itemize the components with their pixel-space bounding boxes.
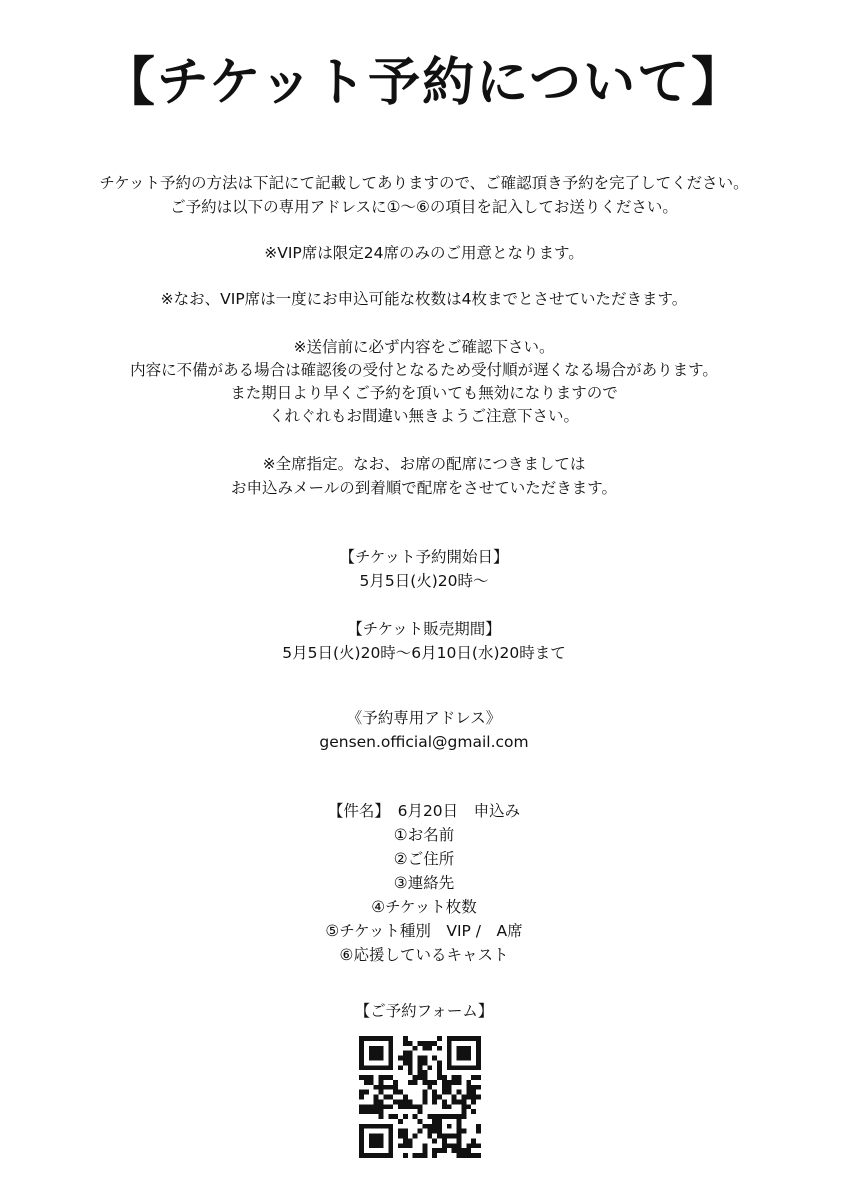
notice-seating-2: お申込みメールの到着順で配席をさせていただきます。 — [231, 479, 617, 497]
sales-period-value: 5月5日(火)20時〜6月10日(水)20時まて — [282, 644, 566, 662]
notice-vip-limit: ※VIP席は限定24席のみのご用意となります。 — [264, 244, 584, 262]
notice-confirm-3: また期日より早くご予約を頂いても無効になりますので — [230, 384, 618, 402]
qr-code[interactable] — [359, 1036, 481, 1158]
sales-period-heading: 【チケット販売期間】 — [347, 620, 501, 638]
item-address: ②ご住所 — [393, 850, 455, 868]
reservation-start-value: 5月5日(火)20時〜 — [359, 572, 489, 590]
form-heading: 【ご予約フォーム】 — [354, 1002, 494, 1020]
page-title: 【チケット予約について】 — [102, 52, 746, 113]
notice-vip-max: ※なお、VIP席は一度にお申込可能な枚数は4枚までとさせていただきます。 — [160, 290, 688, 308]
item-ticket-type: ⑤チケット種別 VIP / A席 — [325, 922, 523, 940]
notice-seating-1: ※全席指定。なお、お席の配席につきましては — [262, 455, 586, 473]
reservation-start-heading: 【チケット予約開始日】 — [339, 548, 509, 566]
email-address[interactable]: gensen.official@gmail.com — [319, 733, 529, 751]
item-supported-cast: ⑥応援しているキャスト — [339, 946, 509, 964]
qr-code-image — [359, 1036, 481, 1158]
intro-line-2: ご予約は以下の専用アドレスに①〜⑥の項目を記入してお送りください。 — [170, 198, 678, 216]
item-ticket-count: ④チケット枚数 — [371, 898, 477, 916]
notice-confirm-2: 内容に不備がある場合は確認後の受付となるため受付順が遅くなる場合があります。 — [130, 361, 718, 379]
subject-line: 【件名】 6月20日 申込み — [327, 802, 521, 820]
notice-confirm-4: くれぐれもお間違い無きようご注意下さい。 — [268, 407, 579, 425]
notice-confirm-1: ※送信前に必ず内容をご確認下さい。 — [293, 338, 555, 356]
intro-line-1: チケット予約の方法は下記にて記載してありますので、ご確認頂き予約を完了してください。 — [99, 174, 749, 192]
item-name: ①お名前 — [393, 826, 455, 844]
address-heading: 《予約専用アドレス》 — [346, 709, 502, 727]
item-contact: ③連絡先 — [393, 874, 455, 892]
